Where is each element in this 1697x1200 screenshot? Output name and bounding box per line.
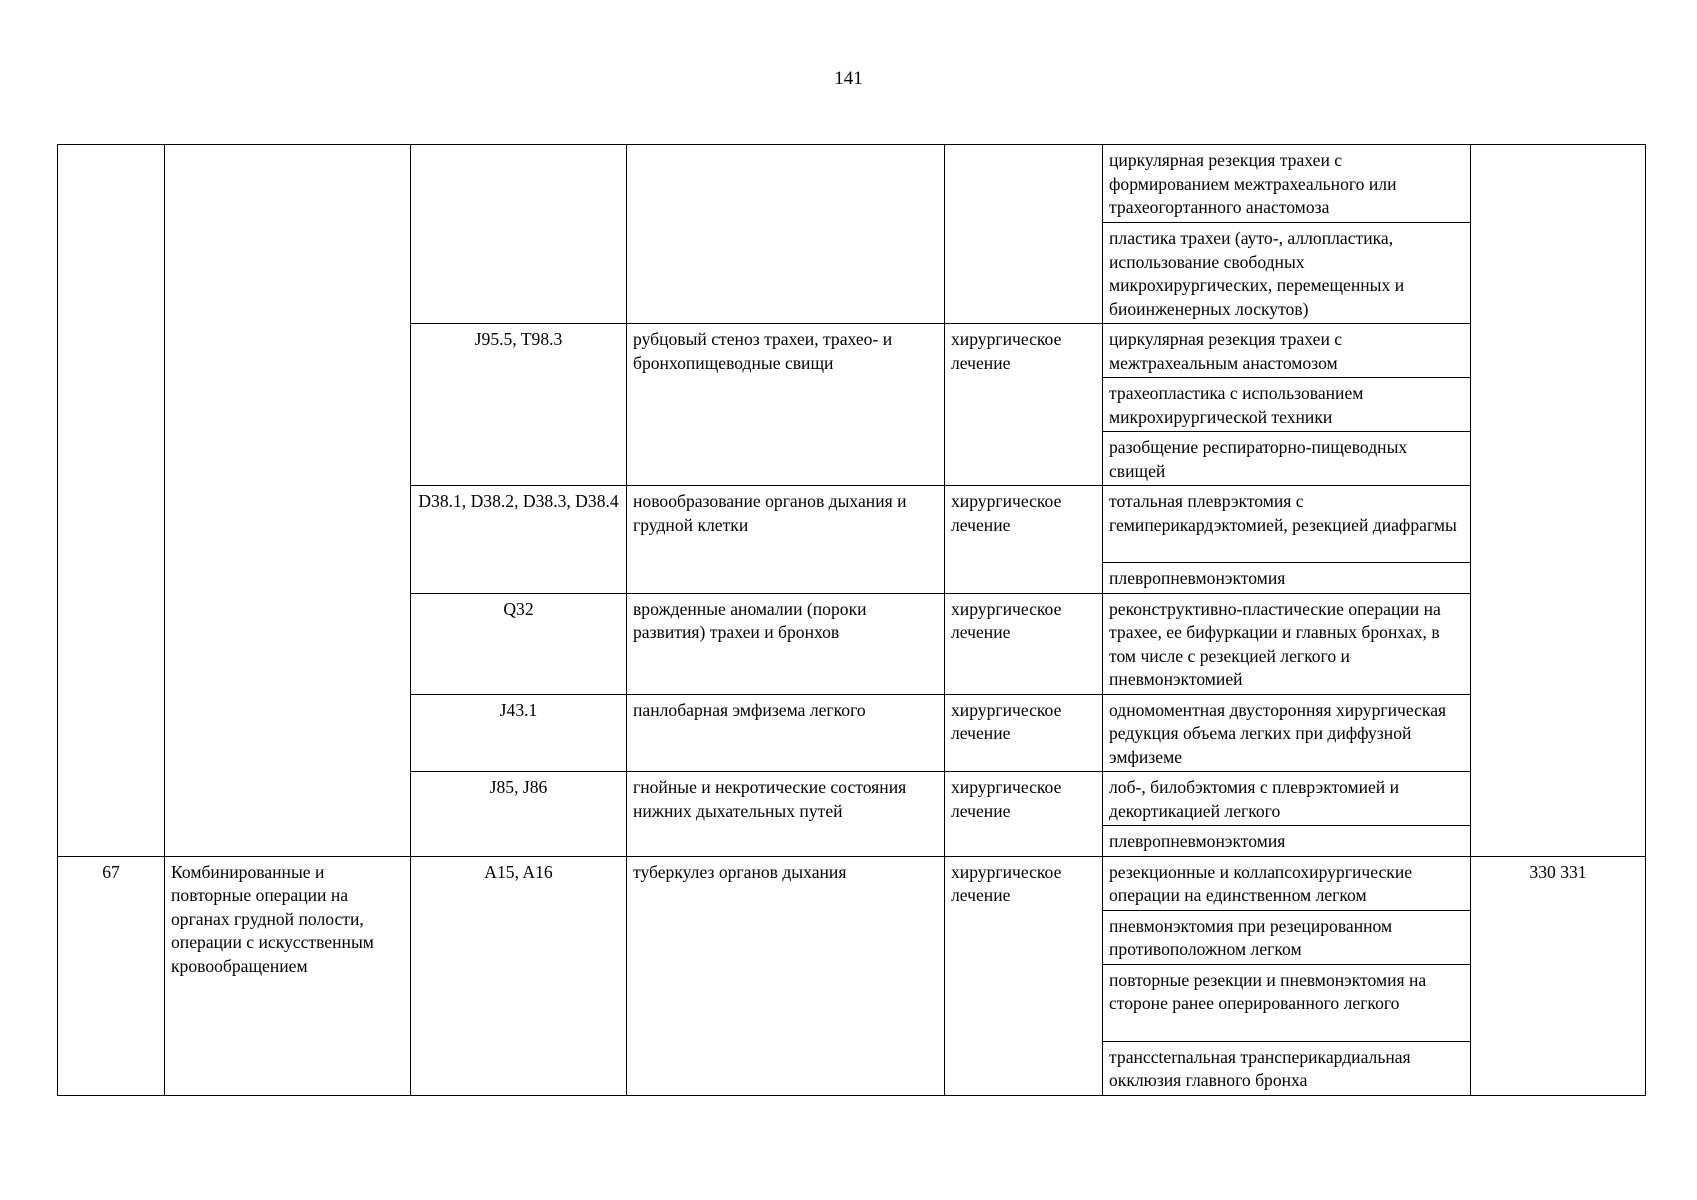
cell-code: J95.5, T98.3 xyxy=(411,324,627,486)
cell-method: лоб-, билобэктомия с плеврэктомией и декортикацией легкого xyxy=(1103,772,1471,826)
cell-method: одномоментная двусторонняя хирургическая редукция объема легких при диффузной эмфиземе xyxy=(1103,694,1471,772)
cell-method: разобщение респираторно-пищеводных свищей xyxy=(1103,432,1471,486)
cell-number: 67 xyxy=(58,856,165,1095)
table-row xyxy=(58,856,1646,910)
cell-treatment: хирургическое лечение xyxy=(945,486,1103,594)
cell-model: туберкулез органов дыхания xyxy=(627,856,945,1095)
cell-code-empty xyxy=(411,145,627,324)
cell-method: резекционные и коллапсохирургические операции на единственном легком xyxy=(1103,856,1471,910)
cell-method: плевропневмонэктомия xyxy=(1103,563,1471,594)
cell-treatment: хирургическое лечение xyxy=(945,593,1103,694)
cell-model: гнойные и некротические состояния нижних дыхательных путей xyxy=(627,772,945,857)
cell-model-empty xyxy=(627,145,945,324)
cell-code: J43.1 xyxy=(411,694,627,772)
cell-method: циркулярная резекция трахеи с формированием межтрахеального или трахеогортанного анастомоза xyxy=(1103,145,1471,223)
cell-model: новообразование органов дыхания и грудной клетки xyxy=(627,486,945,594)
cell-method: транссternальная трансперикардиальная окклюзия главного бронха xyxy=(1103,1041,1471,1095)
cell-treatment-empty xyxy=(945,145,1103,324)
cell-name: Комбинированные и повторные операции на органах грудной полости, операции с искусственным кровообращением xyxy=(165,856,411,1095)
cell-method: циркулярная резекция трахеи с межтрахеальным анастомозом xyxy=(1103,324,1471,378)
cell-code: Q32 xyxy=(411,593,627,694)
cell-code: A15, A16 xyxy=(411,856,627,1095)
cell-method: плевропневмонэктомия xyxy=(1103,826,1471,857)
cell-code: D38.1, D38.2, D38.3, D38.4 xyxy=(411,486,627,594)
cell-model: панлобарная эмфизема легкого xyxy=(627,694,945,772)
cell-name-empty xyxy=(165,145,411,857)
cell-treatment: хирургическое лечение xyxy=(945,324,1103,486)
cell-cost: 330 331 xyxy=(1471,856,1646,1095)
cell-method: повторные резекции и пневмонэктомия на стороне ранее оперированного легкого xyxy=(1103,964,1471,1041)
cell-number-empty xyxy=(58,145,165,857)
cell-code: J85, J86 xyxy=(411,772,627,857)
cell-model: рубцовый стеноз трахеи, трахео- и бронхопищеводные свищи xyxy=(627,324,945,486)
cell-method: реконструктивно-пластические операции на трахее, ее бифуркации и главных бронхах, в том числе с резекцией легкого и пневмонэктомией xyxy=(1103,593,1471,694)
page-number: 141 xyxy=(834,68,863,89)
table-row xyxy=(58,145,1646,223)
cell-treatment: хирургическое лечение xyxy=(945,856,1103,1095)
cell-model: врожденные аномалии (пороки развития) трахеи и бронхов xyxy=(627,593,945,694)
cell-treatment: хирургическое лечение xyxy=(945,694,1103,772)
cell-treatment: хирургическое лечение xyxy=(945,772,1103,857)
cell-cost-empty xyxy=(1471,145,1646,857)
cell-method: пневмонэктомия при резецированном противоположном легком xyxy=(1103,910,1471,964)
cell-method: тотальная плеврэктомия с гемиперикардэктомией, резекцией диафрагмы xyxy=(1103,486,1471,563)
medical-care-table xyxy=(57,144,1646,1096)
cell-method: пластика трахеи (ауто-, аллопластика, использование свободных микрохирургических, перемещенных и биоинженерных лоскутов) xyxy=(1103,223,1471,324)
cell-method: трахеопластика с использованием микрохирургической техники xyxy=(1103,378,1471,432)
